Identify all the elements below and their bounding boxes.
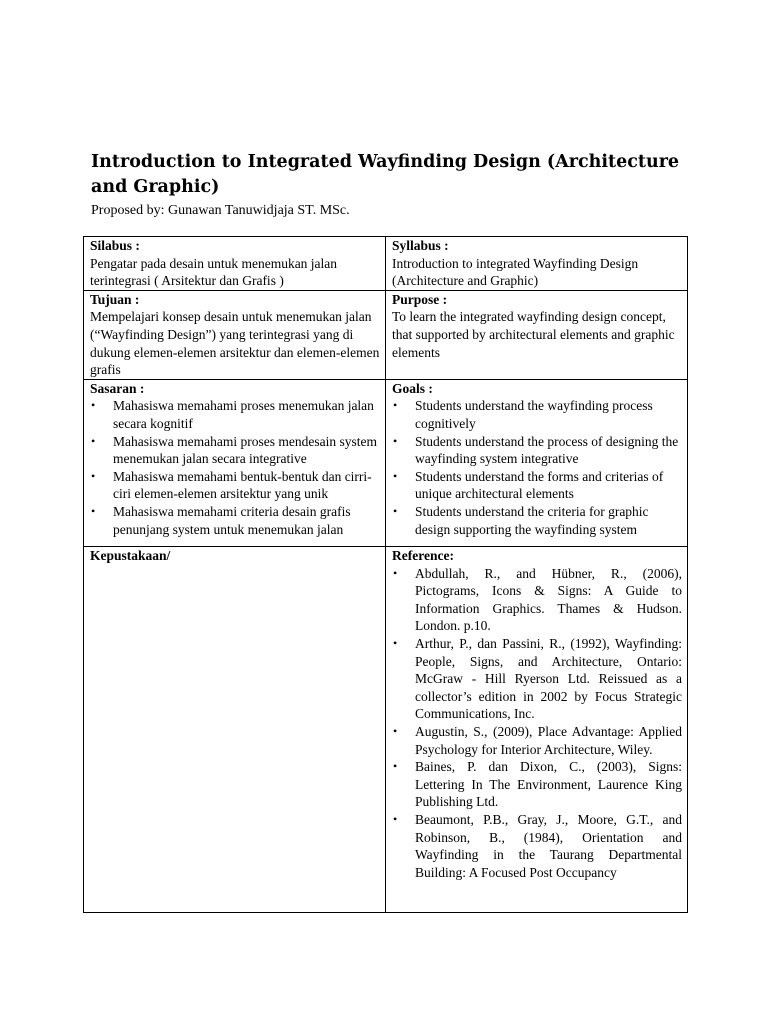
proposed-by: Proposed by: Gunawan Tanuwidjaja ST. MSc. [91, 203, 350, 218]
bullet-icon: • [393, 636, 398, 651]
syllabus-heading: Syllabus : [392, 238, 449, 253]
tujuan-cell [84, 290, 386, 379]
list-item: • Mahasiswa memahami proses menemukan jalan secara kognitif [91, 398, 374, 431]
kepustakaan-cell [84, 547, 386, 913]
silabus-cell [84, 237, 386, 291]
list-item: • Students understand the wayfinding process cognitively [393, 398, 653, 431]
list-item: • Baines, P. dan Dixon, C., (2003), Signs: Lettering In The Environment, Laurence King Publishing Ltd. [393, 759, 682, 810]
list-item: • Mahasiswa memahami proses mendesain system menemukan jalan secara integrative [91, 433, 377, 467]
sasaran-heading: Sasaran : [90, 380, 145, 396]
syllabus-cell [386, 237, 688, 291]
list-item: • Abdullah, R., and Hübner, R., (2006), Pictograms, Icons & Signs: A Guide to Information Graphics. Thames & Hudson. London. p.10. [393, 565, 682, 634]
syllabus-table [83, 236, 688, 913]
goals-list [392, 397, 682, 538]
sasaran-list [90, 397, 380, 538]
table-row [84, 547, 688, 913]
tujuan-heading: Tujuan : [90, 291, 140, 307]
goals-heading: Goals : [392, 380, 433, 396]
list-item: • Mahasiswa memahami criteria desain grafis penunjang system untuk menemukan jalan [91, 503, 351, 537]
bullet-icon: • [393, 812, 398, 826]
list-item: • Augustin, S., (2009), Place Advantage: Applied Psychology for Interior Architecture, Wiley. [393, 724, 682, 757]
purpose-text: To learn the integrated wayfinding design concept, that supported by architectural elements and graphic elements [392, 309, 675, 360]
purpose-cell [386, 290, 688, 379]
kepustakaan-heading: Kepustakaan/ [90, 548, 171, 564]
bullet-icon: • [393, 565, 398, 580]
table-row [84, 237, 688, 291]
bullet-icon: • [91, 433, 96, 448]
reference-heading: Reference: [392, 548, 454, 564]
bullet-icon: • [393, 398, 398, 413]
sasaran-cell [84, 379, 386, 546]
reference-clip [392, 547, 682, 912]
list-item: • Students understand the criteria for graphic design supporting the wayfinding system [393, 503, 649, 537]
list-item: • Mahasiswa memahami bentuk-bentuk dan cirri-ciri elemen-elemen arsitektur yang unik [91, 468, 372, 502]
table-row [84, 290, 688, 379]
syllabus-text: Introduction to integrated Wayfinding Design (Architecture and Graphic) [392, 255, 639, 289]
bullet-icon: • [393, 759, 398, 774]
document-title: Introduction to Integrated Wayfinding Design (Architecture and Graphic) [91, 152, 680, 197]
list-item: • Beaumont, P.B., Gray, J., Moore, G.T., and Robinson, B., (1984), Orientation and Wayfinding in the Taurang Departmental Building: A Focused Post Occupancy [393, 812, 682, 880]
goals-cell [386, 379, 688, 546]
bullet-icon: • [91, 398, 96, 413]
table-row [84, 379, 688, 546]
reference-cell [386, 547, 688, 913]
list-item: • Students understand the forms and criterias of unique architectural elements [393, 468, 664, 502]
silabus-text: Pengatar pada desain untuk menemukan jalan terintegrasi ( Arsitektur dan Grafis ) [90, 255, 338, 289]
reference-list [392, 565, 682, 882]
bullet-icon: • [393, 433, 398, 448]
silabus-heading: Silabus : [90, 238, 140, 253]
bullet-icon: • [393, 468, 398, 483]
list-item: • Students understand the process of designing the wayfinding system integrative [393, 433, 679, 467]
list-item: • Arthur, P., dan Passini, R., (1992), Wayfinding: People, Signs, and Architecture, Ontario: McGraw - Hill Ryerson Ltd. Reissued as a collector’s edition in 2002 by Focus Strategic Communications, Inc. [393, 636, 682, 722]
bullet-icon: • [393, 724, 398, 739]
tujuan-text: Mempelajari konsep desain untuk menemukan jalan (“Wayfinding Design”) yang terintegrasi yang di dukung elemen-elemen arsitektur dan elemen-elemen grafis [90, 309, 380, 378]
bullet-icon: • [91, 468, 96, 483]
bullet-icon: • [393, 503, 398, 518]
bullet-icon: • [91, 503, 96, 518]
purpose-heading: Purpose : [392, 291, 448, 307]
